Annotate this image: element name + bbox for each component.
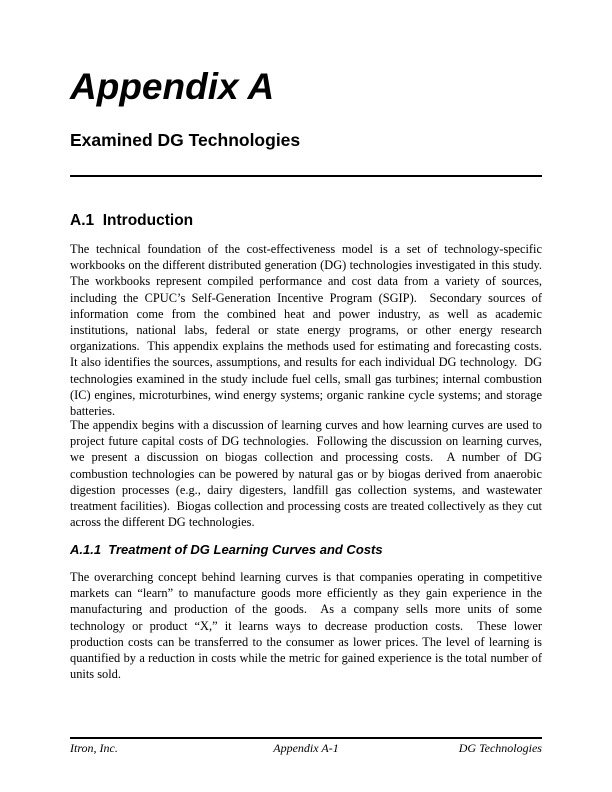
appendix-title: Appendix A bbox=[70, 66, 275, 107]
section-heading-a11: A.1.1 Treatment of DG Learning Curves and Costs bbox=[70, 542, 383, 557]
paragraph-intro-1: The technical foundation of the cost-effectiveness model is a set of technology-specific workbooks on the different distributed generation (DG) technologies investigated in this study. The workbooks represent compiled performance and cost data from a variety of sources, including the CPUC’s Self-Generation Incentive Program (SGIP). Secondary sources of information come from the combined heat and power industry, as well as academic institutions, national labs, federal or state energy programs, or other energy research organizations. This appendix explains the methods used for estimating and forecasting costs. It also identifies the sources, assumptions, and results for each individual DG technology. DG technologies examined in the study include fuel cells, small gas turbines; internal combustion (IC) engines, microturbines, wind energy systems; organic rankine cycle systems; and storage batteries. bbox=[70, 242, 549, 419]
footer-document-name: DG Technologies bbox=[458, 741, 542, 755]
footer-company: Itron, Inc. bbox=[70, 741, 118, 755]
section-heading-a1: A.1 Introduction bbox=[70, 212, 194, 229]
paragraph-intro-2: The appendix begins with a discussion of learning curves and how learning curves are used to project future capital costs of DG technologies. Following the discussion on learning curves, we present a discussion on biogas collection and processing costs. A number of DG combustion technologies can be powered by natural gas or by biogas derived from anaerobic digestion processes (e.g., dairy digesters, landfill gas collection systems, and wastewater treatment facilities). Biogas collection and processing costs are treated collectively as they cut across the different DG technologies. bbox=[70, 418, 546, 530]
page-footer bbox=[70, 741, 542, 756]
header-divider bbox=[70, 175, 542, 177]
paragraph-learning-curves: The overarching concept behind learning curves is that companies operating in competitive markets can “learn” to manufacture goods more efficiently as they gain experience in the manufacturing and production of the goods. As a company sells more units of some technology or product “X,” it learns ways to decrease production costs. These lower production costs can be transferred to the consumer as lower prices. The level of learning is quantified by a reduction in costs while the metric for gained experience is the total number of units sold. bbox=[70, 570, 546, 682]
appendix-subtitle: Examined DG Technologies bbox=[70, 130, 301, 150]
footer-divider bbox=[70, 737, 542, 739]
footer-page-number: Appendix A-1 bbox=[273, 741, 339, 755]
